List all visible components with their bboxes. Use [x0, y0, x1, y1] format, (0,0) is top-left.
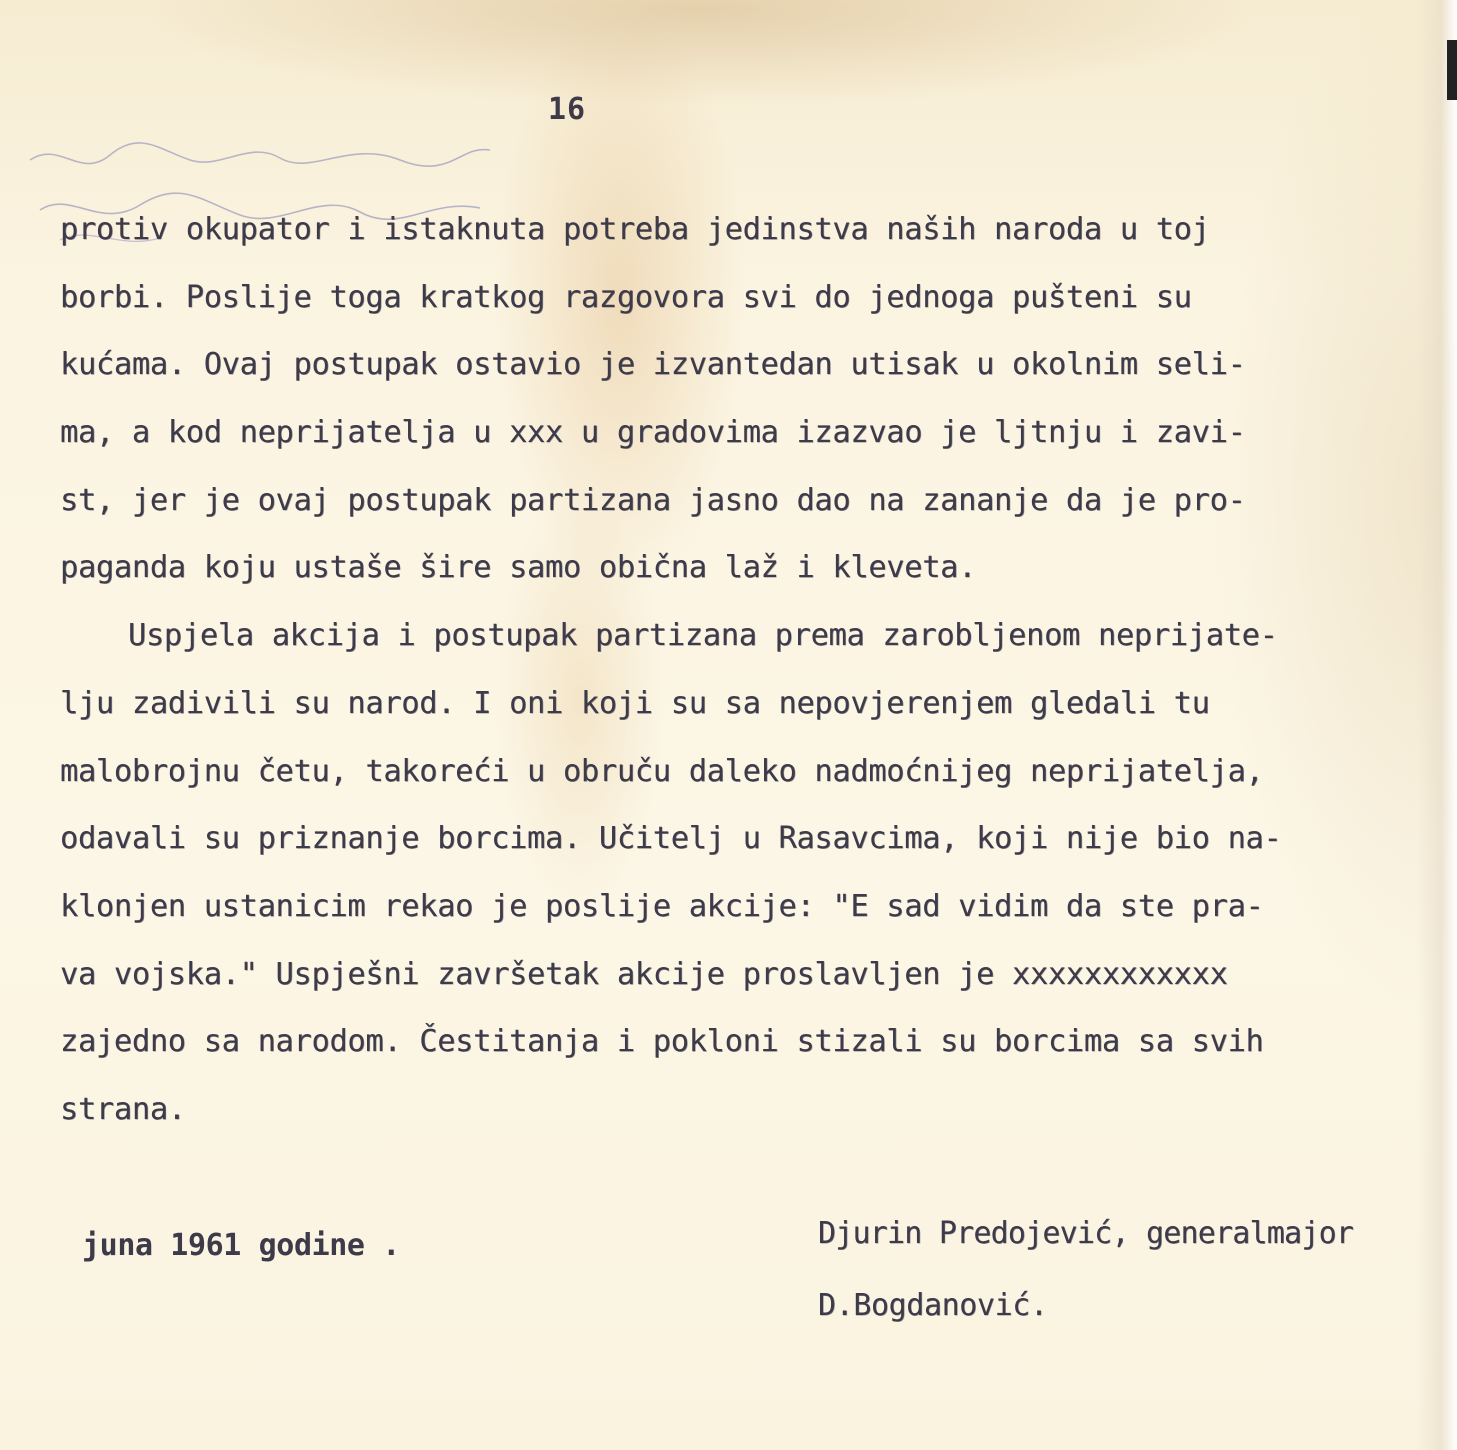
text-line: ma, a kod neprijatelja u xxx u gradovima izazvao je ljtnju i zavi-	[60, 415, 1246, 451]
page-number: 16	[548, 92, 587, 127]
body-text	[60, 196, 1450, 1144]
text-line: malobrojnu četu, takoreći u obruču daleko nadmoćnijeg neprijatelja,	[60, 753, 1264, 789]
text-line: lju zadivili su narod. I oni koji su sa nepovjerenjem gledali tu	[60, 685, 1210, 721]
signatory-initials: D.Bogdanović.	[818, 1288, 1048, 1323]
text-line: borbi. Poslije toga kratkog razgovora svi do jednoga pušteni su	[60, 279, 1192, 315]
signatory-name: Djurin Predojević, generalmajor	[818, 1216, 1354, 1251]
text-line: paganda koju ustaše šire samo obična laž i kleveta.	[60, 550, 977, 586]
text-line: odavali su priznanje borcima. Učitelj u Rasavcima, koji nije bio na-	[60, 821, 1282, 857]
text-line: strana.	[60, 1091, 186, 1127]
text-line: Uspjela akcija i postupak partizana prema zarobljenom neprijate-	[128, 618, 1278, 654]
text-line: st, jer je ovaj postupak partizana jasno dao na zananje da je pro-	[60, 482, 1246, 518]
scan-corner-shadow	[1447, 40, 1457, 100]
text-line: va vojska." Uspješni završetak akcije proslavljen je xxxxxxxxxxxx	[60, 956, 1228, 992]
text-line: kućama. Ovaj postupak ostavio je izvantedan utisak u okolnim seli-	[60, 347, 1246, 383]
text-line: klonjen ustanicim rekao je poslije akcije: "E sad vidim da ste pra-	[60, 888, 1264, 924]
text-line: protiv okupator i istaknuta potreba jedinstva naših naroda u toj	[60, 212, 1210, 247]
document-date: juna 1961 godine .	[82, 1228, 400, 1263]
text-line: zajedno sa narodom. Čestitanja i pokloni stizali su borcima sa svih	[60, 1024, 1264, 1060]
